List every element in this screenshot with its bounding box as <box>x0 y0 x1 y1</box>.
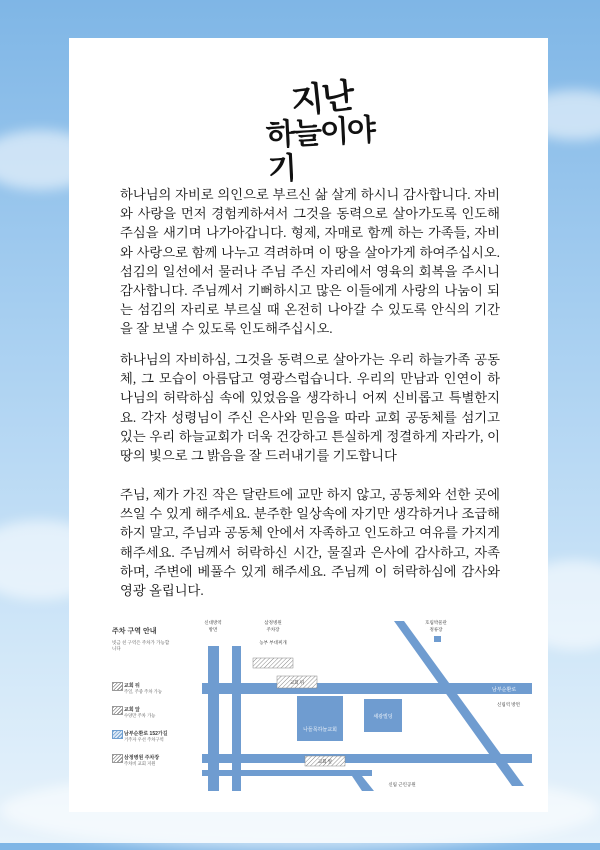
road-nambu <box>202 683 532 694</box>
label-park: 신림 근린공원 <box>388 782 416 787</box>
label-nambu-restaurant: 농부 부대찌개 <box>259 640 287 645</box>
label-museum-2: 정류장 <box>429 627 443 632</box>
calligraphy-title <box>265 75 397 188</box>
label-sindaebang-2: 방면 <box>208 627 218 632</box>
road-bottom <box>202 754 532 763</box>
legend-note: 주일, 주중 주차 가능 <box>124 689 162 694</box>
road-bottom-2 <box>202 770 372 776</box>
paper-page <box>69 38 548 812</box>
title-line-1: 지난 <box>289 75 355 123</box>
title-line-2: 하늘이야기 <box>265 112 375 188</box>
label-church: 나들목하늘교회 <box>303 727 337 733</box>
legend-subtitle: 빗금 친 구역은 주차가 가능합니다 <box>112 640 170 651</box>
samjeong-lot <box>253 658 293 668</box>
church-building <box>297 696 343 741</box>
legend-title: 주차 구역 안내 <box>112 628 157 635</box>
legend-label: 삼정병원 주차장 <box>124 755 160 761</box>
legend-label: 교회 뒤 <box>124 683 140 689</box>
label-nambu-road: 남부순환로 <box>492 687 517 693</box>
paragraph-1: 하나님의 자비로 의인으로 부르신 삶 살게 하시니 감사합니다. 자비와 사랑을 먼저 경험케하셔서 그것을 동력으로 살아가도록 인도해주심을 새기며 나가아갑니다. 형제, 자매로 함께 하는 가족들, 자비와 사랑으로 함께 나누고 격려하며 이 땅을 살아가게 하여주십시오. 섬김의 일선에서 물러나 주님 주신 자리에서 영육의 회복을 주시니 감사합니다. 주님께서 기뻐하시고 많은 이들에게 사랑의 나눔이 되는 섬김의 자리로 부르실 때 온전히 나아갈 수 있도록 안식의 기간을 잘 보낼 수 있도록 인도해주십시오. <box>120 187 500 337</box>
road-vertical-2 <box>232 646 241 791</box>
legend-note: 주차비 교회 지원 <box>124 761 156 766</box>
label-sillim: 신림역 방면 <box>497 702 520 707</box>
road-diagonal-2 <box>352 776 374 791</box>
paragraph-3: 주님, 제가 가진 작은 달란트에 교만 하지 않고, 공동체와 선한 곳에 쓰일 수 있게 해주세요. 분주한 일상속에 자기만 생각하거나 조급해 하지 말고, 주님과 공동체 안에서 자족하고 인도하고 여유를 가지게 해주세요. 주님께서 허락하신 시간, 물질과 은사에 감사하고, 자족하며, 주변에 베풀수 있게 해주세요. 주님께 이 허락하심에 감사와 영광 올립니다. <box>120 487 500 599</box>
legend-label: 교회 앞 <box>124 707 140 713</box>
label-museum: 호림박물관 <box>425 620 447 625</box>
paragraph-2: 하나님의 자비하심, 그것을 동력으로 살아가는 우리 하늘가족 공동체, 그 모습이 아름답고 영광스럽습니다. 우리의 만남과 인연이 하나님의 허락하심 속에 있었음을 생각하니 어찌 신비롭고 특별한지요. 각자 성령님이 주신 은사와 믿음을 따라 교회 공동체를 섬기고 있는 우리 하늘교회가 더욱 건강하고 튼실하게 정결하게 자라가, 이 땅의 빛으로 그 밝음을 잘 드러내기를 기도합니다 <box>120 352 500 464</box>
legend-note: 수양만 주차 가능 <box>124 713 156 718</box>
bus-stop-icon <box>434 636 441 642</box>
label-front-lot: 교회 앞 <box>317 759 333 764</box>
legend-note: 거주자 우선 주차구역 <box>124 737 164 742</box>
legend-label: 남부순환로 152가길 <box>124 731 168 737</box>
label-sindaebang: 신대방역 <box>204 620 222 625</box>
map-roads <box>112 616 532 791</box>
label-back-lot: 교회 뒤 <box>289 680 305 685</box>
parking-map <box>112 616 532 791</box>
road-vertical-left <box>208 646 219 791</box>
label-samjeong-2: 주차장 <box>266 627 280 632</box>
label-sewon: 세광빌딩 <box>373 714 393 720</box>
label-samjeong: 삼정병원 <box>264 620 282 625</box>
